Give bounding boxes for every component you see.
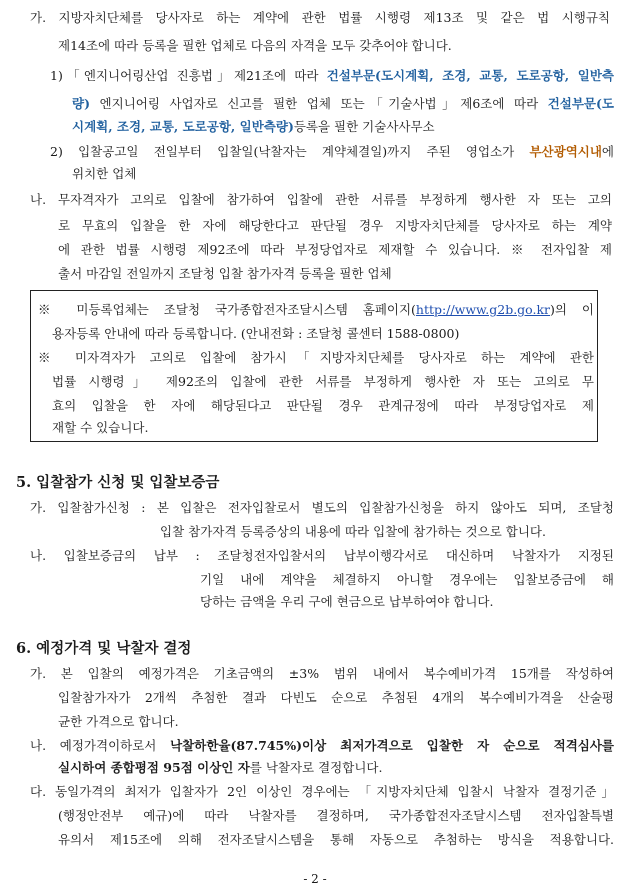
s5-na-line-2: 기일 내에 계약을 체결하지 아니할 경우에는 입찰보증금에 해 [200,572,614,587]
s6-da-line-2: (행정안전부 예규)에 따라 낙찰자를 결정하며, 국가종합전자조달시스템 전자입찰특별 [58,808,614,823]
s5-na-line-1: 나. 입찰보증금의 납부 : 조달청전자입찰서의 납부이행각서로 대신하며 낙찰자가 지정된 [30,548,614,563]
ga-item2-line-2: 위치한 업체 [72,166,137,181]
na-line-4: 출서 마감일 전일까지 조달청 입찰 참가자격 등록을 필한 업체 [58,266,392,281]
s5-ga-line-2: 입찰 참가자격 등록증상의 내용에 따라 입찰에 참가하는 것으로 합니다. [160,524,546,539]
na-line-2: 로 무효의 입찰을 한 자에 해당한다고 판단될 경우 지방자치단체를 당사자로 하는 계약 [58,218,612,233]
s6-na-line-1: 나. 예정가격이하로서 낙찰하한율(87.745%)이상 최저가격으로 입찰한 자 순으로 적격심사를 [30,738,614,753]
ga-item1-line-1: 1)「엔지니어링산업 진흥법」제21조에 따라 건설부문(도시계획, 조경, 교통, 도로공항, 일반측 [50,68,614,83]
s6-da-line-3: 유의서 제15조에 의해 전자조달시스템을 통해 자동으로 추첨하는 방식을 적용합니다. [58,832,614,847]
notice-2-line-2: 법률 시행령」 제92조의 입찰에 관한 서류를 부정하게 행사한 자 또는 고의로 무 [52,374,594,389]
ga-item1-line-2: 량) 엔지니어링 사업자로 신고를 필한 업체 또는「기술사법」제6조에 따라 건설부문(도 [72,96,614,111]
ga-line-1: 가. 지방자치단체를 당사자로 하는 계약에 관한 법률 시행령 제13조 및 같은 법 시행규칙 [30,10,610,25]
na-line-1: 나. 무자격자가 고의로 입찰에 참가하여 입찰에 관한 서류를 부정하게 행사한 자 또는 고의 [30,192,612,207]
na-line-3: 에 관한 법률 시행령 제92조에 따라 부정당업자로 제재할 수 있습니다. ※ 전자입찰 제 [58,242,612,257]
ga-item2-line-1: 2) 입찰공고일 전일부터 입찰일(낙찰자는 계약체결일)까지 주된 영업소가 부산광역시내에 [50,144,614,159]
s6-na-line-2: 실시하여 종합평점 95점 이상인 자를 낙찰자로 결정합니다. [58,760,383,775]
s6-ga-line-3: 균한 가격으로 합니다. [58,714,179,729]
s6-da-line-1: 다. 동일가격의 최저가 입찰자가 2인 이상인 경우에는 「지방자치단체 입찰시 낙찰자 결정기준」 [30,784,614,799]
notice-2-line-1: ※ 미자격자가 고의로 입찰에 참가시「지방자치단체를 당사자로 하는 계약에 관한 [38,350,594,365]
section-5-heading: 5. 입찰참가 신청 및 입찰보증금 [16,474,220,491]
notice-2-line-3: 효의 입찰을 한 자에 해당된다고 판단될 경우 관계규정에 따라 부정당업자로 제 [52,398,594,413]
page-number: - 2 - [303,872,327,886]
notice-1-line-2: 용자등록 안내에 따라 등록합니다. (안내전화 : 조달청 콜센터 1588-0800) [52,326,460,341]
ga-line-2: 제14조에 따라 등록을 필한 업체로 다음의 자격을 모두 갖추어야 합니다. [58,38,452,53]
notice-2-line-4: 재할 수 있습니다. [52,420,149,435]
notice-1-line-1: ※ 미등록업체는 조달청 국가종합전자조달시스템 홈페이지(http://www.g2b.go.kr)의 이 [38,302,594,317]
ga-item1-line-3: 시계획, 조경, 교통, 도로공항, 일반측량)등록을 필한 기술사사무소 [72,119,435,134]
section-6-heading: 6. 예정가격 및 낙찰자 결정 [16,640,192,657]
s5-na-line-3: 당하는 금액을 우리 구에 현금으로 납부하여야 합니다. [200,594,494,609]
s6-ga-line-2: 입찰참가자가 2개씩 추첨한 결과 다빈도 순으로 추첨된 4개의 복수예비가격을 산술평 [58,690,614,705]
s5-ga-line-1: 가. 입찰참가신청 : 본 입찰은 전자입찰로서 별도의 입찰참가신청을 하지 않아도 되며, 조달청 [30,500,614,515]
g2b-link[interactable]: http://www.g2b.go.kr [415,302,551,317]
s6-ga-line-1: 가. 본 입찰의 예정가격은 기초금액의 ±3% 범위 내에서 복수예비가격 15개를 작성하여 [30,666,614,681]
